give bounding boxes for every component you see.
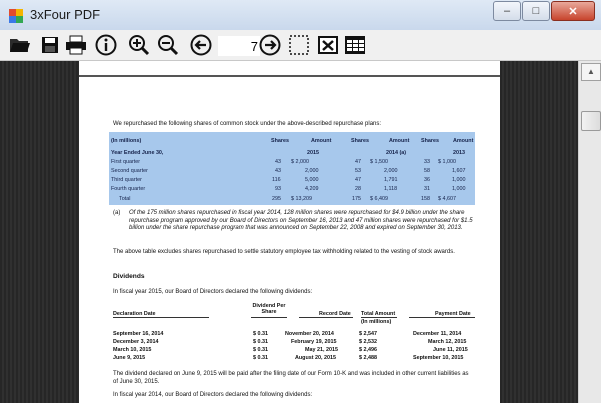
print-icon[interactable] (64, 33, 88, 57)
next-page-icon[interactable] (258, 33, 282, 57)
save-icon[interactable] (38, 33, 62, 57)
window-controls (492, 1, 595, 21)
open-folder-icon[interactable] (8, 33, 32, 57)
minimize-button[interactable]: – (493, 1, 521, 21)
page-number-input[interactable] (218, 36, 260, 56)
toolbar (0, 30, 601, 61)
window-title: 3xFour PDF (30, 7, 101, 22)
table-row: June 9, 2015 $ 0.31 August 20, 2015 $ 2,488 September 10, 2015 (113, 355, 464, 361)
footnote-marker: (a) (113, 210, 121, 216)
table-row: March 10, 2015 $ 0.31 May 21, 2015 $ 2,496 June 11, 2015 (113, 347, 468, 353)
previous-page-icon[interactable] (189, 33, 213, 57)
maximize-button[interactable]: □ (522, 1, 550, 21)
repurchase-intro: We repurchased the following shares of common stock under the above-described repurchase plans: (113, 121, 382, 127)
footnote-text: Of the 175 million shares repurchased in fiscal year 2014, 128 million shares were repurchased for $4.9 billion under the share repurchase program approved by our Board of Directors on September 16, 2013 and 47 million shares were repurchased for $1.5 billion under the share repurchase program that was announced on September 22, 2008 and expired on September 30, 2013. (129, 210, 473, 231)
app-icon (8, 8, 24, 24)
viewer-background-left (0, 61, 78, 403)
dividends-intro: In fiscal year 2015, our Board of Directors declared the following dividends: (113, 289, 313, 295)
close-document-icon[interactable] (316, 33, 340, 57)
selection-icon[interactable] (287, 33, 311, 57)
zoom-out-icon[interactable] (156, 33, 180, 57)
document-viewer[interactable] (0, 61, 578, 403)
fy2014-intro: In fiscal year 2014, our Board of Directors declared the following dividends: (113, 392, 313, 398)
viewer-background-right (500, 61, 578, 403)
table-icon[interactable] (343, 33, 367, 57)
pdf-page[interactable]: We repurchased the following shares of common stock under the above-described repurchase plans: (In millions) Shares Amount Shares Amount Shares Amount Year Ended June 30, 2015 2014 (a) 2013 First quarter 43 $ 2,000 47 $ 1,500 33 $ 1,000 Second quarter 43 2,000 53 2,000 58 1,607 Third quarter 116 5,000 47 1,791 36 1,000 Fourth quarter 93 4,209 28 1,118 31 1,000 Total 295 $ 13,209 175 $ 6,409 158 $ 4,607 (a) Of the 175 million shares repurchased in fiscal year 2014, 128 million shares were repurchased for $4.9 billion under the share repurchase program approved by our Board of Directors on September 16, 2013 and 47 million shares were repurchased for $1.5 billion under the share repurchase program that was announced on September 22, 2008 and expired on September 30, 2013. The above table excludes shares repurchased to settle statutory employee tax withholding related to the vesting of stock awards. Dividends In fiscal year 2015, our Board of Directors declared the following dividends: Dividend Per Share Declaration Date Record Date Total Amount Payment Date (In millions) September 16, 2014 $ 0.31 November 20, 2014 $ 2,547 December 11, 2014 December 3, 2014 $ 0.31 February 19, 2015 $ 2,532 March 12, 2015 March 10, 2015 $ 0.31 May 21, 2015 $ 2,496 June 11, 2015 June 9, 2015 $ 0.31 August 20, 2015 $ 2,488 September 10, 2015 The dividend declared on June 9, 2015 will be paid after the filing date of our Form 10-K and was included in other current liabilities as of June 30, 2015. In fiscal year 2014, our Board of Directors declared the following dividends: (79, 61, 500, 403)
scrollbar-thumb[interactable] (581, 111, 601, 131)
table-row: September 16, 2014 $ 0.31 November 20, 2014 $ 2,547 December 11, 2014 (113, 331, 462, 337)
dividend-note: The dividend declared on June 9, 2015 will be paid after the filing date of our Form 10-K and was included in other current liabilities as of June 30, 2015. (113, 371, 469, 385)
title-bar (0, 0, 601, 31)
zoom-in-icon[interactable] (127, 33, 151, 57)
page-break (79, 61, 500, 77)
close-button[interactable]: ✕ (551, 1, 595, 21)
excludes-note: The above table excludes shares repurchased to settle statutory employee tax withholding related to the vesting of stock awards. (113, 249, 455, 255)
table-row: December 3, 2014 $ 0.31 February 19, 2015 $ 2,532 March 12, 2015 (113, 339, 467, 345)
vertical-scrollbar[interactable] (578, 61, 601, 403)
info-icon[interactable] (94, 33, 118, 57)
scroll-up-button[interactable]: ▲ (581, 63, 601, 81)
dividends-heading: Dividends (113, 273, 145, 280)
